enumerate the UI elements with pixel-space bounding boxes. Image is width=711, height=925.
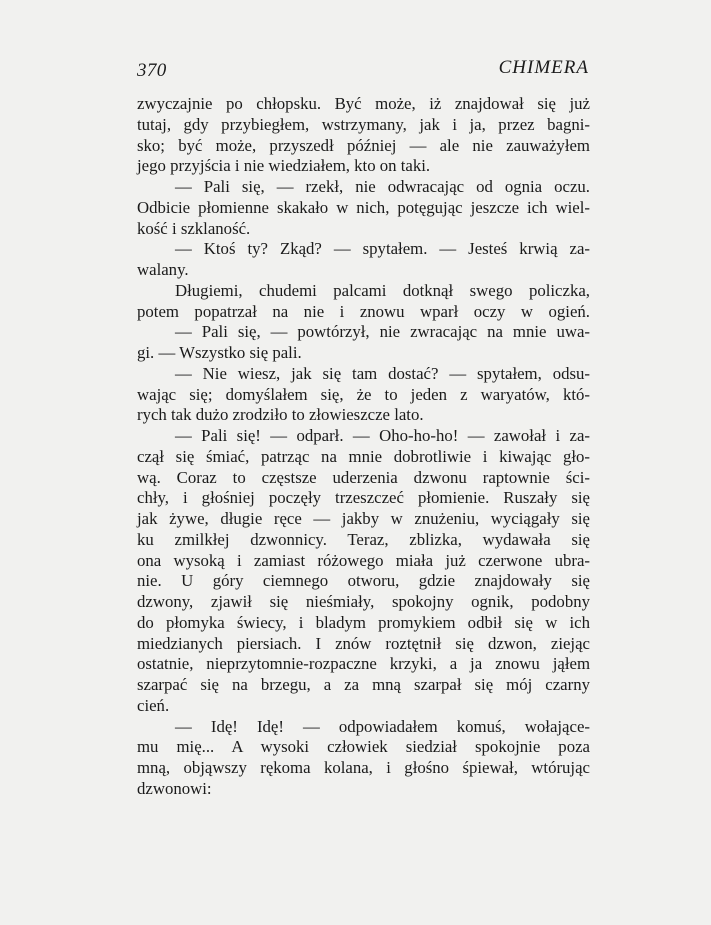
text-line: potem popatrzał na nie i znowu wparł oczy w ogień.: [137, 301, 590, 321]
text-line: — Idę! Idę! — odpowiadałem komuś, wołające-: [175, 716, 590, 736]
text-line: rych tak dużo zrodziło to złowieszcze lato.: [137, 405, 424, 425]
text-line: walany.: [137, 260, 189, 279]
text-line: dzwonowi:: [137, 778, 212, 798]
text-line: wą. Coraz to częstsze uderzenia dzwonu raptownie ści-: [137, 467, 590, 487]
running-head: [137, 57, 589, 83]
text-line: kość i szklaność.: [137, 218, 251, 238]
body-text: [137, 94, 590, 800]
running-title: CHIMERA: [498, 57, 589, 78]
page-number: 370: [137, 60, 167, 81]
text-line: cień.: [137, 695, 170, 715]
text-line: jak żywe, długie ręce — jakby w znużeniu, wyciągały się: [137, 509, 590, 528]
text-line: dzwony, zjawił się nieśmiały, spokojny ognik, podobny: [137, 592, 590, 611]
text-line: ostatnie, nieprzytomnie-rozpaczne krzyki, a ja znowu jąłem: [137, 654, 590, 674]
text-line: zwyczajnie po chłopsku. Być może, iż znajdował się już: [137, 94, 590, 113]
text-line: wając się; domyślałem się, że to jeden z waryatów, któ-: [137, 384, 590, 404]
text-line: — Nie wiesz, jak się tam dostać? — spytałem, odsu-: [175, 363, 590, 383]
text-line: czął się śmiać, patrząc na mnie dobrotliwie i kiwając gło-: [137, 446, 590, 466]
text-line: Odbicie płomienne skakało w nich, potęgując jeszcze ich wiel-: [137, 197, 590, 217]
text-line: szarpać się na brzegu, a za mną szarpał się mój czarny: [137, 675, 590, 694]
text-line: — Pali się, — powtórzył, nie zwracając na mnie uwa-: [175, 322, 590, 342]
text-line: Długiemi, chudemi palcami dotknął swego policzka,: [175, 280, 590, 300]
text-line: — Ktoś ty? Zkąd? — spytałem. — Jesteś krwią za-: [175, 239, 590, 259]
text-line: sko; być może, przyszedł później — ale nie zauważyłem: [137, 135, 590, 155]
text-line: do płomyka świecy, i bladym promykiem odbił się w ich: [137, 612, 590, 632]
text-line: ona wysoką i zamiast różowego miała już czerwone ubra-: [137, 550, 590, 570]
text-line: miedzianych piersiach. I znów roztętnił się dzwon, ziejąc: [137, 633, 590, 653]
text-line: gi. — Wszystko się pali.: [137, 343, 302, 362]
text-line: jego przyjścia i nie wiedziałem, kto on taki.: [137, 156, 431, 176]
text-line: mu mię... A wysoki człowiek siedział spokojnie poza: [137, 737, 590, 757]
text-line: mną, objąwszy rękoma kolana, i głośno śpiewał, wtórując: [137, 758, 590, 777]
text-line: — Pali się, — rzekł, nie odwracając od ognia oczu.: [175, 177, 590, 196]
text-line: ku zmilkłej dzwonnicy. Teraz, zblizka, wydawała się: [137, 529, 590, 549]
text-line: nie. U góry ciemnego otworu, gdzie znajdowały się: [137, 571, 590, 591]
text-line: — Pali się! — odparł. — Oho-ho-ho! — zawołał i za-: [175, 426, 590, 445]
text-line: chły, i głośniej poczęły trzeszczeć płomienie. Ruszały się: [137, 488, 590, 508]
text-line: tutaj, gdy przybiegłem, wstrzymany, jak i ja, przez bagni-: [137, 114, 590, 134]
